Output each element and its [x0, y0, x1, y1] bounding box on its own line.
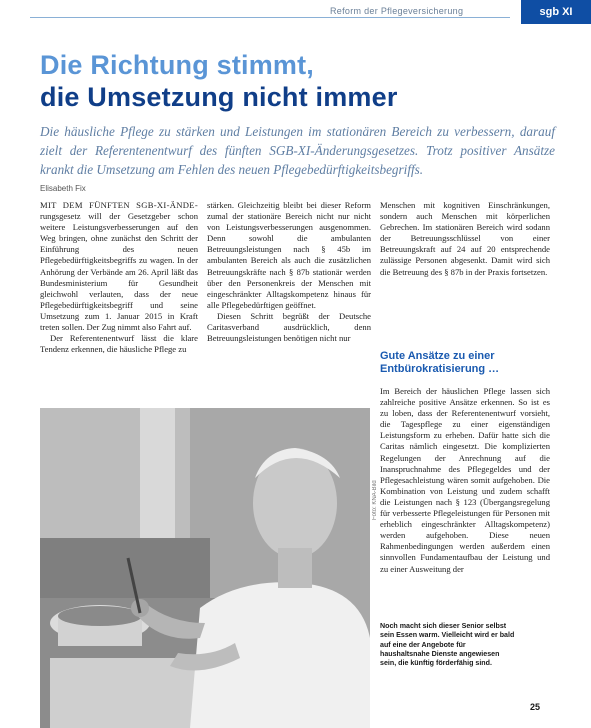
page-number: 25 [530, 702, 541, 712]
section-title: Reform der Pflegeversicherung [330, 6, 464, 16]
photo-caption: Noch macht sich dieser Senior selbst sein Essen warm. Vielleicht wird er bald auf eine der Angebote für haushaltsnahe Dienste angewiesen sein, die künftig förderfähig sind. [380, 622, 515, 668]
lead-in: MIT DEM FÜNFTEN SGB-XI-ÄNDE- [40, 200, 198, 210]
section-badge: sgb XI [521, 0, 591, 24]
author: Elisabeth Fix [40, 184, 86, 193]
column-3-paragraph-1: Menschen mit kognitiven Einschränkungen, sondern auch Menschen mit körperlichen Gebrechen. Im stationären Bereich wird sodann der Betreuungsschlüssel von einer Betreuungskraft auf 24 auf 20 entsprechende zulässige Personen abgesenkt. Damit wird sich die Betreuung des § 87b in der Praxis fortsetzen. [380, 200, 550, 277]
column-2 [207, 200, 371, 344]
photo-illustration [40, 408, 370, 728]
column-2-paragraph-2: Diesen Schritt begrüßt der Deutsche Caritasverband ausdrücklich, denn Betreuungsleistungen benötigen nicht nur [207, 310, 371, 344]
lead-paragraph: Die häusliche Pflege zu stärken und Leistungen im stationären Bereich zu verbessern, darauf zielt der Referentenentwurf des fünften SGB-XI-Änderungsgesetzes. Trotz positiver Ansätze krankt die Umsetzung am Fehlen des neuen Pflegebedürftigkeitsbegriffs. [40, 124, 555, 177]
column-1-paragraph-1 [40, 200, 198, 333]
column-3 [380, 200, 550, 278]
column-2-paragraph-1: stärken. Gleichzeitig bleibt bei dieser Reform zumal der stationäre Bereich nicht nur nicht von Leistungsverbesserungen ausgenommen. Denn sowohl die ambulanten Betreuungsleistungen nach § 45b im ambulanten Bereich als auch die zusätzlichen Betreuungskräfte nach § 87b stationär werden über den Personenkreis der Menschen mit eingeschränkter Alltagskompetenz hinaus für alle Pflegebedürftigen geöffnet. [207, 200, 371, 310]
subheading: Gute Ansätze zu einer Entbürokratisierung … [380, 350, 500, 375]
column-1-paragraph-2: Der Referentenentwurf lässt die klare Tendenz erkennen, die häusliche Pflege zu [40, 333, 198, 355]
headline-line-2: die Umsetzung nicht immer [40, 82, 398, 112]
column-3-continued [380, 386, 550, 575]
column-1 [40, 200, 198, 355]
column-3-paragraph-2: Im Bereich der häuslichen Pflege lassen sich zahlreiche positive Ansätze erkennen. So ist es zu loben, dass der Referentenentwurf vorsieht, die Tagespflege zu einer eigenständigen Leistungsform zu erheben. Dafür hatte sich die Caritas nämlich eingesetzt. Die komplizierten Regelungen der Anrechnung auf die Inanspruchnahme des Pflegegeldes und der Pflegesachleistung wären somit aufgehoben. Die Kombination von Leistung und zudem schafft die Leistungen nach § 123 (Übergangsregelung für verbesserte Pflegeleistungen für Personen mit erheblich eingeschränkter Alltagskompetenz) werden aufgehoben. Diese neuen Rahmenbedingungen werden außerdem einen sinnvollen Fundamentaufbau der Leistung und zu einer Ausweitung der [380, 386, 550, 574]
senior-cooking-photo [40, 408, 370, 728]
photo-credit: Foto: KNA-Bild [372, 480, 378, 520]
header-rule [30, 17, 510, 18]
headline-line-1: Die Richtung stimmt, [40, 50, 315, 80]
column-1-text: rungsgesetz will der Gesetzgeber schon weitere Leistungsverbesserungen auf den Weg bringen, ohne zunächst den Schritt der Einführung des neuen Pflegebedürftigkeitsbegriffs zu wagen. In der Anhörung der Verbände am 26. April läßt das Bundesministerium für Gesundheit gleichwohl verlauten, dass der neue Pflegebedürftigkeitsbegriff und seine Umsetzung zum 1. Januar 2015 in Kraft treten sollen. Der Zug nimmt also Fahrt auf. [40, 211, 198, 333]
